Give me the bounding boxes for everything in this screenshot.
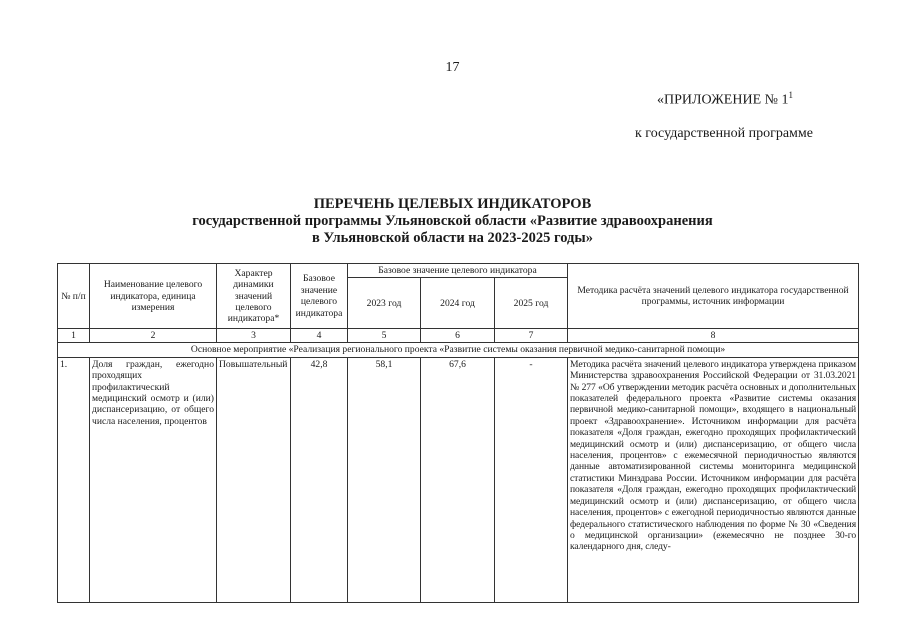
section-row [58, 343, 859, 357]
table-row [58, 357, 859, 602]
column-number: 2 [90, 329, 217, 343]
column-numbers-row [58, 329, 859, 343]
document-title [0, 196, 905, 247]
row-value-2024: 67,6 [421, 357, 495, 602]
header-year-2024: 2024 год [421, 278, 495, 329]
section-title: Основное мероприятие «Реализация регионального проекта «Развитие системы оказания первичной медико-санитарной помощи» [58, 343, 859, 357]
page-number: 17 [445, 60, 460, 75]
appendix-subtitle: к государственной программе [635, 126, 813, 141]
header-method: Методика расчёта значений целевого индикатора государственной программы, источник информации [568, 264, 859, 329]
header-character: Характер динамики значений целевого индикатора* [217, 264, 291, 329]
header-year-2023: 2023 год [348, 278, 421, 329]
header-num: № п/п [58, 264, 90, 329]
indicators-table [57, 263, 859, 603]
header-base: Базовое значение целевого индикатора [291, 264, 348, 329]
column-number: 6 [421, 329, 495, 343]
row-character: Повышательный [217, 357, 291, 602]
appendix-title-text: «ПРИЛОЖЕНИЕ № 1 [657, 92, 789, 108]
document-title-line: государственной программы Ульяновской области «Развитие здравоохранения [192, 213, 713, 229]
header-name: Наименование целевого индикатора, единица измерения [90, 264, 217, 329]
column-number: 7 [495, 329, 568, 343]
row-value-2025: - [495, 357, 568, 602]
table-header-row [58, 264, 859, 278]
row-value-2023: 58,1 [348, 357, 421, 602]
row-indicator-name: Доля граждан, ежегодно проходящих профилактический медицинский осмотр и (или) диспансеризацию, от общего числа населения, процентов [90, 357, 217, 602]
column-number: 4 [291, 329, 348, 343]
footnote-mark: 1 [788, 90, 793, 100]
column-number: 3 [217, 329, 291, 343]
header-year-2025: 2025 год [495, 278, 568, 329]
column-number: 5 [348, 329, 421, 343]
document-title-line: в Ульяновской области на 2023-2025 годы» [312, 230, 593, 246]
row-method: Методика расчёта значений целевого индикатора утверждена приказом Министерства здравоохранения Российской Федерации от 31.03.2021 № 277 «Об утверждении методик расчёта основных и дополнительных показателей федерального проекта «Развитие системы оказания первичной медико-санитарной помощи», входящего в национальный проект «Здравоохранение». Источником информации для расчёта показателя «Доля граждан, ежегодно проходящих профилактический медицинский осмотр и (или) диспансеризацию, от общего числа населения, процентов» с ежемесячной периодичностью являются данные автоматизированной системы мониторинга медицинской статистики Минздрава России. Источником информации для расчёта показателя «Доля граждан, ежегодно проходящих профилактический медицинский осмотр и (или) диспансеризацию, от общего числа населения, процентов» с ежегодной периодичностью являются данные федерального статистического наблюдения по форме № 30 «Сведения о медицинской организации» (ежемесячно не позднее 30-го календарного дня, следу- [568, 357, 859, 602]
column-number: 8 [568, 329, 859, 343]
row-num: 1. [58, 357, 90, 602]
column-number: 1 [58, 329, 90, 343]
row-base-value: 42,8 [291, 357, 348, 602]
document-title-line: ПЕРЕЧЕНЬ ЦЕЛЕВЫХ ИНДИКАТОРОВ [313, 196, 592, 212]
appendix-title [657, 90, 793, 109]
header-base-target: Базовое значение целевого индикатора [348, 264, 568, 278]
